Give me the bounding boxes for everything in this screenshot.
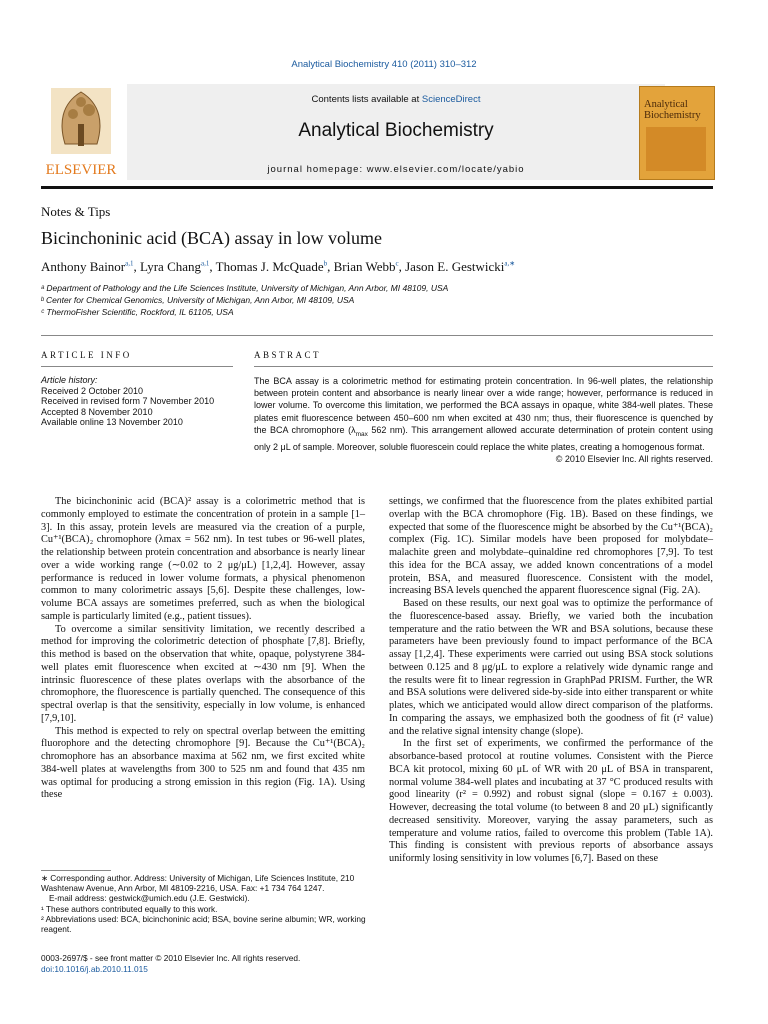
- divider: [41, 366, 233, 367]
- contents-line: [127, 94, 665, 105]
- issn-line: 0003-2697/$ - see front matter © 2010 Elsevier Inc. All rights reserved.: [41, 953, 301, 963]
- history-entry: Available online 13 November 2010: [41, 417, 183, 427]
- author-affil-mark[interactable]: a,∗: [504, 259, 516, 268]
- journal-homepage[interactable]: journal homepage: www.elsevier.com/locate/yabio: [267, 164, 525, 175]
- footnote: ∗ Corresponding author. Address: University of Michigan, Life Sciences Institute, 210 Washtenaw Avenue, Ann Arbor, MI 48109-2216, USA. Fax: +1 734 764 1247.: [41, 873, 355, 894]
- header-rule: [41, 186, 713, 189]
- history-label: Article history:: [41, 375, 98, 385]
- body-paragraph: To overcome a similar sensitivity limitation, we recently described a method for improving the colorimetric detection of phosphate [7,8]. Briefly, this method is based on the observation that white, opaque, polystyrene 384-well plates emit fluorescence when excited at ∼430 nm [9]. When the intrinsic fluorescence of these plates overlaps with the absorbance of the chromophore, the fluorescence is partially quenched. The consequence of this spectral overlap is that the sensitivity, especially in low volume, is enhanced [7,9,10].: [41, 623, 365, 724]
- affiliation: ᵃ Department of Pathology and the Life Sciences Institute, University of Michigan, Ann Arbor, MI 48109, USA: [41, 283, 449, 293]
- body-paragraph: settings, we confirmed that the fluorescence from the plates exhibited partial overlap with the BCA chromophore (Fig. 1B). Based on these findings, we expected that some of the fluorescence might be absorbed by the Cu⁺¹(BCA)₂ complex (Fig. 1C). Similar models have been proposed for molybdate–malachite green and molybdate–quinaldine red chromophores [7,9]. To test this idea for the BCA assay, we added known concentrations of a model protein, BSA, and measured fluorescence. Consistent with the model, increasing BSA levels quenched the apparent fluorescence signal (Fig. 2A).: [389, 496, 713, 597]
- history-entry: Accepted 8 November 2010: [41, 406, 153, 417]
- journal-cover-image: [639, 86, 715, 180]
- author-affil-mark[interactable]: b: [323, 259, 328, 268]
- footnote: ¹ These authors contributed equally to this work.: [41, 903, 218, 914]
- journal-reference[interactable]: Analytical Biochemistry 410 (2011) 310–312: [291, 59, 477, 70]
- divider: [254, 366, 713, 367]
- body-paragraph: The bicinchoninic acid (BCA)² assay is a colorimetric method that is commonly employed to estimate the concentration of protein in a sample [1–3]. In this assay, protein levels are measured via the creation of a purple, Cu⁺¹(BCA)₂ chromophore (λmax = 562 nm). In test tubes or 96-well plates, the relationship between protein concentration and absorbance is nearly linear over a wide working range (∼0.02 to 2 μg/μL) [1,2,4]. However, assay performance is reduced in lower volume formats, a physical phenomenon common to many colorimetric assays [5,6]. Despite these challenges, low-volume BCA assays are sometimes preferred, such as when the biological sample is particularly limited (e.g., patient tissues).: [41, 496, 365, 622]
- author-affil-mark[interactable]: a,1: [125, 259, 134, 268]
- author-affil-mark[interactable]: c: [395, 259, 399, 268]
- footnotes: [41, 873, 371, 934]
- author: Brian Webb: [333, 259, 396, 274]
- author: Lyra Chang: [140, 259, 202, 274]
- body-paragraph: This method is expected to rely on spectral overlap between the emitting fluorophore and the detecting chromophore [9]. Because the Cu⁺¹(BCA)₂ chromophore has an absorbance maxima at 562 nm, we first excited white 384-well plates at wavelengths from 300 to 525 nm and found that 435 nm was optimal for producing a strong emission in this region (Fig. 1A). Using these: [41, 725, 365, 801]
- body-paragraph: In the first set of experiments, we confirmed the performance of the absorbance-based protocol at routine volumes. Consistent with the Pierce BCA kit protocol, mixing 60 μL of WR with 20 μL of BSA in transparent, normal volume 384-well plates and incubating at 37 °C produced results with good linearity (r² = 0.992) and robust signal (slope = 0.167 ± 0.003). However, decreasing the total volume (to between 8 and 20 μL) significantly decreased sensitivity. Moreover, varying the assay parameters, such as temperature and volume ratios, failed to overcome this problem (Table 1A). This finding is consistent with previous reports of absorbance assays uniformly losing sensitivity in low volumes [6,7]. Based on these: [389, 738, 713, 864]
- footnote: ² Abbreviations used: BCA, bicinchoninic acid; BSA, bovine serine albumin; WR, working reagent.: [41, 913, 366, 935]
- abstract-heading: ABSTRACT: [254, 350, 322, 360]
- contents-prefix: Contents lists available at: [311, 94, 422, 105]
- section-label: Notes & Tips: [41, 204, 111, 219]
- elsevier-logo: [41, 84, 121, 180]
- sciencedirect-link[interactable]: ScienceDirect: [421, 94, 481, 105]
- article-info-heading: ARTICLE INFO: [41, 350, 132, 360]
- copyright: © 2010 Elsevier Inc. All rights reserved.: [555, 454, 713, 465]
- doi-link[interactable]: doi:10.1016/j.ab.2010.11.015: [41, 964, 148, 974]
- affiliation: ᵇ Center for Chemical Genomics, University of Michigan, Ann Arbor, MI 48109, USA: [41, 295, 355, 305]
- footnote-email[interactable]: E-mail address: gestwick@umich.edu (J.E. Gestwicki).: [49, 893, 250, 904]
- publisher-name: ELSEVIER: [45, 162, 117, 178]
- body-column-left: [41, 496, 365, 802]
- body-column-right: [389, 496, 713, 866]
- author-affil-mark[interactable]: a,1: [201, 259, 210, 268]
- abstract-text: The BCA assay is a colorimetric method for estimating protein concentration. In 96-well plates, the relationship between protein content and absorbance is nearly linear over a wide range; however, performance is reduced in lower volume. To overcome this limitation, we performed the BCA assays in opaque, white 384-well plates. These plates emit fluorescence between 450–600 nm when excited at 430 nm; thus, their fluorescence is quenched by the BCA chromophore (λ: [254, 376, 713, 435]
- journal-title: Analytical Biochemistry: [298, 120, 494, 141]
- journal-header: [41, 84, 713, 186]
- abstract-body: [254, 375, 713, 465]
- history-entry: Received 2 October 2010: [41, 385, 144, 396]
- front-matter: [41, 953, 300, 975]
- author: Anthony Bainor: [41, 259, 126, 274]
- history-entry: Received in revised form 7 November 2010: [41, 396, 215, 406]
- affiliation: ᶜ ThermoFisher Scientific, Rockford, IL 61105, USA: [41, 307, 234, 317]
- author-list: Anthony Bainor$^{a,1}$, Lyra Chang$^{a,1}$, Thomas J. McQuade$^b$, Brian Webb$^c$, Jason E. Gestwicki$^{a,∗}$: [41, 259, 516, 274]
- abstract-subscript: max: [355, 430, 368, 438]
- abstract-text: 562 nm). This arrangement allowed accurate determination of protein content using only 2 μL of sample. Moreover, soluble fluorescein could replace the white plates, creating a homogenous format.: [254, 424, 713, 452]
- author: Jason E. Gestwicki: [405, 259, 505, 274]
- cover-artwork: [646, 127, 706, 171]
- footnote-rule: [41, 870, 111, 871]
- article-title: Bicinchoninic acid (BCA) assay in low volume: [41, 228, 382, 248]
- cover-title: Analytical Biochemistry: [644, 99, 701, 121]
- divider: [41, 335, 713, 336]
- author: Thomas J. McQuade: [215, 259, 324, 274]
- body-paragraph: Based on these results, our next goal was to optimize the performance of the fluorescence-based assay. Briefly, we varied both the incubation temperature and the ratio between the WR and BSA solutions, because these parameters have been previously found to impact performance of the BCA assay [1,2,4]. These experiments were carried out using BSA stock solutions between 0.125 and 8 μg/μL to explore a relatively wide dynamic range and the results were fit to linear regression in GraphPad PRISM. Further, the WR and BSA solutions were delivered side-by-side into either transparent or white plates, which we anticipated would allow direct comparison of the platforms. In comparing the assays, we emphasized both the goodness of fit (r² value) and the relative signal intensity change (slope).: [389, 598, 713, 737]
- article-history: [41, 375, 214, 428]
